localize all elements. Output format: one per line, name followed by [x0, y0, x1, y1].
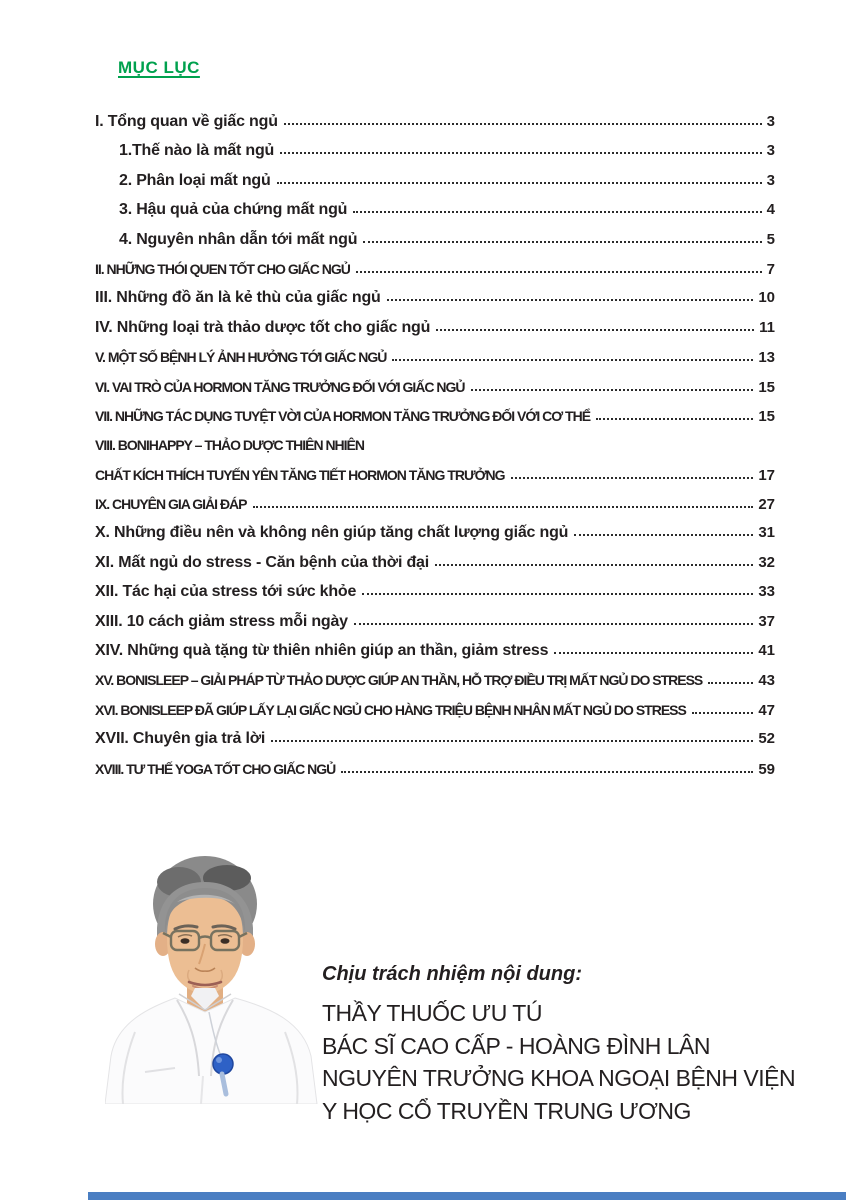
toc-page-number: 52	[758, 730, 775, 748]
toc-page-number: 43	[758, 672, 775, 690]
toc-list	[95, 110, 775, 786]
toc-entry[interactable]	[95, 698, 775, 727]
dot-leader	[387, 299, 754, 301]
toc-entry[interactable]	[95, 198, 775, 227]
toc-page-number: 10	[758, 289, 775, 307]
toc-entry-label: XV. BONISLEEP – GIẢI PHÁP TỪ THẢO DƯỢC GIÚP AN THẦN, HỖ TRỢ ĐIỀU TRỊ MẤT NGỦ DO STRESS	[95, 672, 703, 689]
dot-leader	[436, 329, 754, 331]
dot-leader	[363, 241, 761, 243]
dot-leader	[708, 682, 753, 684]
toc-entry[interactable]	[95, 639, 775, 668]
credits-lines	[322, 997, 795, 1127]
toc-page-number: 37	[758, 612, 775, 630]
toc-entry[interactable]	[95, 345, 775, 374]
toc-page-number: 32	[758, 553, 775, 571]
dot-leader	[284, 123, 762, 125]
toc-page-number: 3	[766, 171, 775, 189]
toc-entry-label: IV. Những loại trà thảo dược tốt cho giấc ngủ	[95, 318, 431, 336]
toc-page-number: 31	[758, 524, 775, 542]
dot-leader	[574, 534, 753, 536]
toc-entry[interactable]	[95, 257, 775, 286]
toc-entry-label: X. Những điều nên và không nên giúp tăng chất lượng giấc ngủ	[95, 524, 569, 542]
dot-leader	[341, 771, 753, 773]
dot-leader	[271, 740, 753, 742]
toc-entry-label: I. Tổng quan về giấc ngủ	[95, 113, 278, 130]
toc-entry[interactable]	[95, 668, 775, 697]
page-title: MỤC LỤC	[118, 58, 200, 77]
dot-leader	[471, 389, 754, 391]
toc-entry[interactable]	[95, 610, 775, 639]
toc-entry-label: XVIII. TƯ THẾ YOGA TỐT CHO GIẤC NGỦ	[95, 760, 336, 777]
dot-leader	[277, 182, 762, 184]
dot-leader	[596, 418, 753, 420]
toc-entry-label: XI. Mất ngủ do stress - Căn bệnh của thời đại	[95, 553, 429, 571]
toc-entry-label: 3. Hậu quả của chứng mất ngủ	[119, 201, 348, 219]
credits-heading: Chịu trách nhiệm nội dung:	[322, 963, 582, 985]
toc-entry-label: VI. VAI TRÒ CỦA HORMON TĂNG TRƯỞNG ĐỐI VỚI GIẤC NGỦ	[95, 378, 465, 395]
toc-entry[interactable]	[95, 463, 775, 492]
dot-leader	[392, 359, 753, 361]
toc-entry[interactable]	[95, 433, 775, 462]
doctor-portrait-illustration	[105, 842, 320, 1104]
toc-page-number: 11	[759, 318, 775, 336]
credits-line: THẦY THUỐC ƯU TÚ	[322, 1000, 542, 1026]
toc-entry-label: 2. Phân loại mất ngủ	[119, 171, 271, 189]
toc-page-number: 27	[758, 496, 775, 514]
toc-entry[interactable]	[95, 551, 775, 580]
toc-entry-label: CHẤT KÍCH THÍCH TUYẾN YÊN TĂNG TIẾT HORMON TĂNG TRƯỞNG	[95, 466, 505, 483]
credits-line: BÁC SĨ CAO CẤP - HOÀNG ĐÌNH LÂN	[322, 1032, 710, 1059]
toc-page-number: 15	[758, 378, 775, 396]
toc-entry[interactable]	[95, 286, 775, 315]
toc-page-number: 3	[766, 113, 775, 130]
dot-leader	[554, 652, 753, 654]
dot-leader	[435, 564, 753, 566]
toc-page-number: 59	[758, 760, 775, 778]
footer-bar	[88, 1192, 846, 1200]
dot-leader	[511, 477, 754, 479]
credits-line: Y HỌC CỔ TRUYỀN TRUNG ƯƠNG	[322, 1097, 691, 1124]
toc-entry-label: V. MỘT SỐ BỆNH LÝ ẢNH HƯỞNG TỚI GIẤC NGỦ	[95, 349, 387, 366]
dot-leader	[692, 712, 753, 714]
toc-page-number: 47	[758, 701, 775, 719]
toc-page-number: 15	[758, 407, 775, 425]
dot-leader	[280, 152, 762, 154]
toc-entry[interactable]	[95, 375, 775, 404]
dot-leader	[253, 506, 754, 508]
dot-leader	[353, 211, 761, 213]
toc-page-number: 4	[766, 201, 775, 219]
toc-entry-label: XIII. 10 cách giảm stress mỗi ngày	[95, 612, 348, 630]
toc-page-number: 33	[758, 583, 775, 601]
credits-line: NGUYÊN TRƯỞNG KHOA NGOẠI BỆNH VIỆN	[322, 1065, 796, 1092]
dot-leader	[362, 593, 753, 595]
toc-entry[interactable]	[95, 757, 775, 786]
toc-entry-label: IX. CHUYÊN GIA GIẢI ĐÁP	[95, 496, 247, 513]
toc-entry-label: XIV. Những quà tặng từ thiên nhiên giúp an thần, giảm stress	[95, 642, 549, 660]
toc-entry-label: VII. NHỮNG TÁC DỤNG TUYỆT VỜI CỦA HORMON TĂNG TRƯỞNG ĐỐI VỚI CƠ THỂ	[95, 407, 591, 424]
dot-leader	[356, 271, 762, 273]
toc-entry-label: III. Những đồ ăn là kẻ thù của giấc ngủ	[95, 289, 381, 307]
toc-entry-label: XII. Tác hại của stress tới sức khỏe	[95, 583, 357, 601]
toc-page-number: 13	[758, 349, 775, 367]
toc-entry-label: XVI. BONISLEEP ĐÃ GIÚP LẤY LẠI GIẤC NGỦ CHO HÀNG TRIỆU BỆNH NHÂN MẤT NGỦ DO STRESS	[95, 701, 686, 718]
credits-block	[322, 963, 795, 1127]
doctor-photo	[105, 842, 320, 1104]
toc-entry[interactable]	[95, 492, 775, 521]
toc-entry-label: II. NHỮNG THÓI QUEN TỐT CHO GIẤC NGỦ	[95, 260, 350, 277]
toc-page-number: 17	[758, 466, 775, 484]
toc-page-number: 7	[766, 260, 775, 278]
toc-entry[interactable]	[95, 169, 775, 198]
toc-page-number: 41	[758, 642, 775, 660]
toc-entry[interactable]	[95, 139, 775, 168]
dot-leader	[354, 623, 753, 625]
toc-entry-label: 1.Thế nào là mất ngủ	[119, 142, 275, 160]
toc-entry[interactable]	[95, 727, 775, 756]
toc-entry[interactable]	[95, 404, 775, 433]
toc-entry[interactable]	[95, 228, 775, 257]
toc-entry[interactable]	[95, 316, 775, 345]
toc-entry-label: 4. Nguyên nhân dẫn tới mất ngủ	[119, 230, 358, 248]
toc-page-number: 5	[766, 230, 775, 248]
toc-entry-label: VIII. BONIHAPPY – THẢO DƯỢC THIÊN NHIÊN	[95, 437, 364, 454]
toc-entry-label: XVII. Chuyên gia trả lời	[95, 730, 266, 748]
toc-page-number: 3	[766, 142, 775, 160]
toc-entry[interactable]	[95, 580, 775, 609]
toc-entry[interactable]	[95, 110, 775, 139]
toc-entry[interactable]	[95, 521, 775, 550]
